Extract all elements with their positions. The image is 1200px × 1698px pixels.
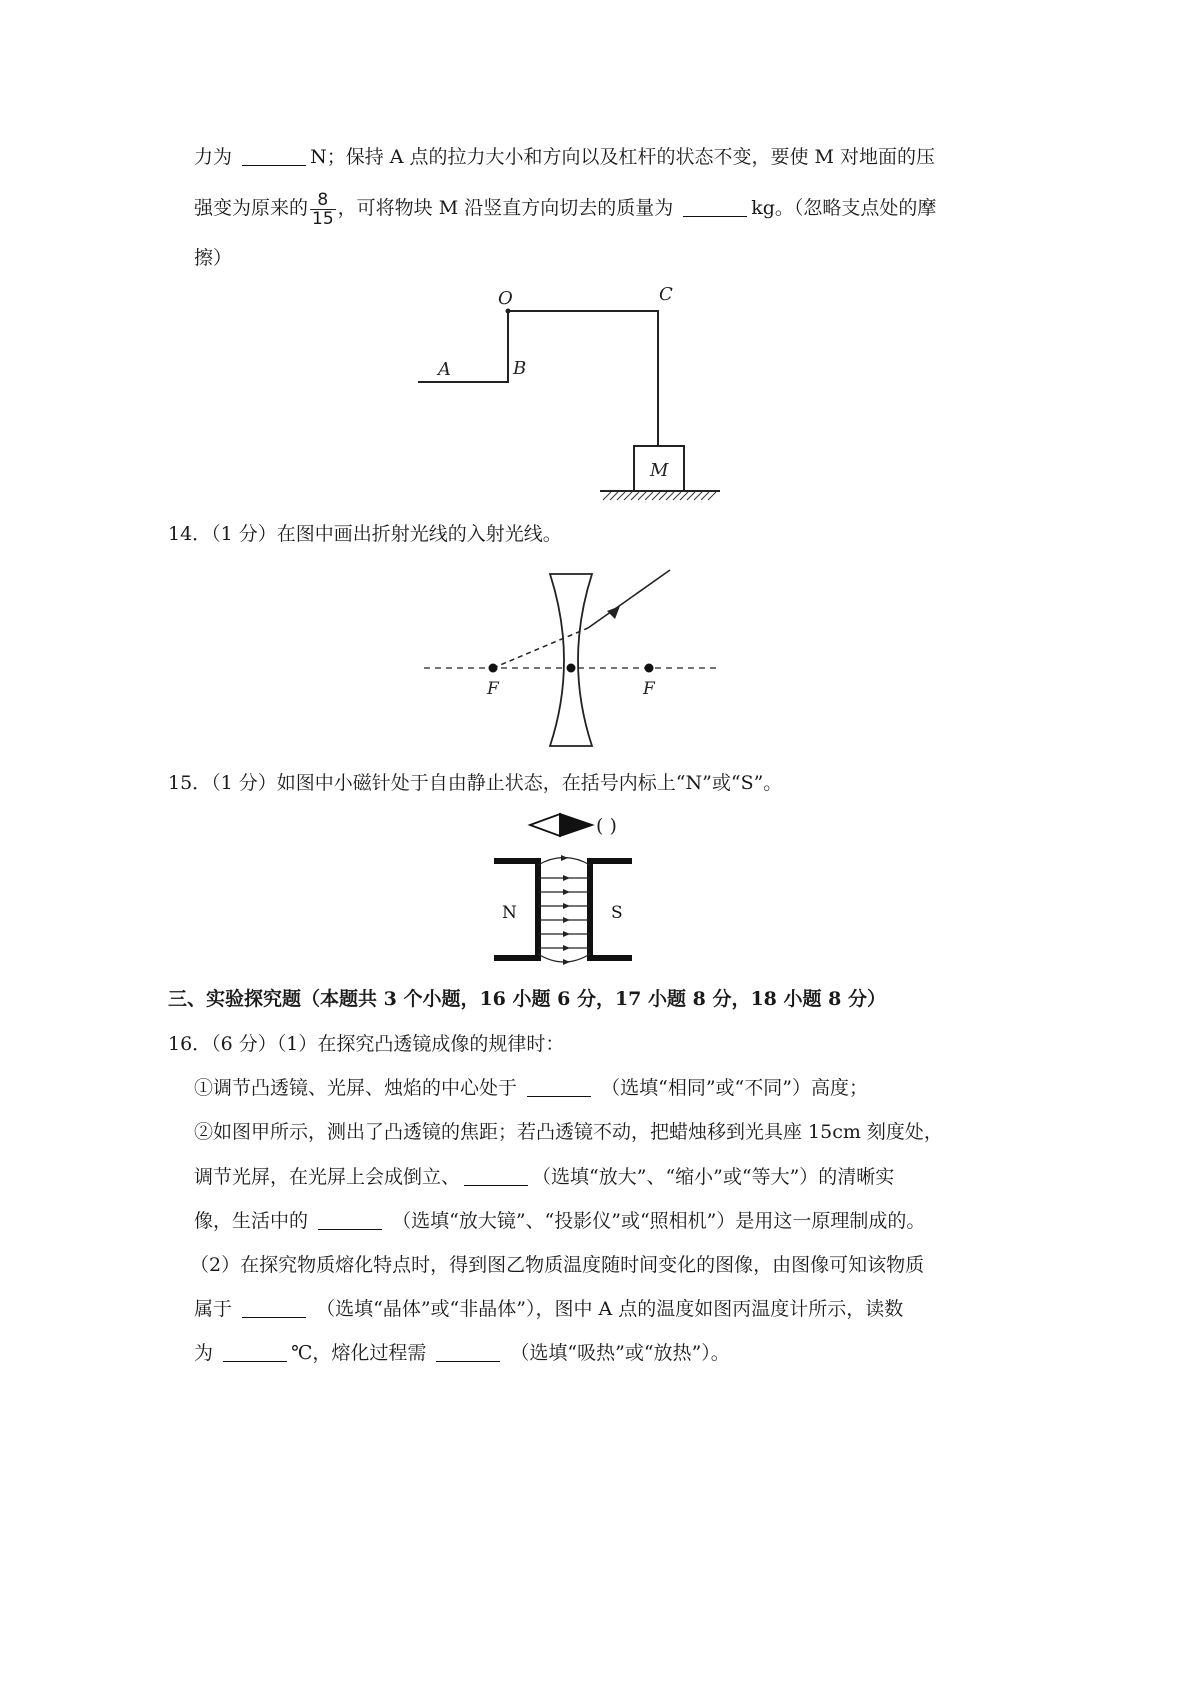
fraction-numerator: 8 [310, 191, 336, 210]
q13-text: 强变为原来的 [194, 197, 309, 219]
q16-part2-line1: （2）在探究物质熔化特点时，得到图乙物质温度随时间变化的图像，由图像可知该物质 [190, 1254, 925, 1276]
answer-blank[interactable] [223, 1343, 287, 1362]
q16-text: 属于 [194, 1298, 233, 1320]
ground-hatching [603, 492, 716, 500]
q16-text: （选填“相同”或“不同”）高度； [601, 1077, 868, 1099]
q15-question: 15．（1 分）如图中小磁针处于自由静止状态，在括号内标上“N”或“S”。 [168, 772, 783, 794]
answer-blank[interactable] [318, 1211, 382, 1230]
section-3-title: 三、实验探究题（本题共 3 个小题，16 小题 6 分，17 小题 8 分，18 小题 8 分） [168, 988, 886, 1010]
label-A: A [438, 359, 451, 380]
q16-part1-line3 [194, 1164, 894, 1190]
focus-right [645, 664, 654, 673]
q16-text: 为 [194, 1342, 214, 1364]
focus-left [489, 664, 498, 673]
optical-center [567, 664, 576, 673]
fraction-denominator: 15 [312, 208, 334, 229]
q16-text: （选填“吸热”或“放热”）。 [510, 1342, 730, 1364]
label-S: S [611, 903, 623, 923]
q13-text: 力为 [194, 146, 233, 168]
answer-bracket[interactable]: ( ) [596, 815, 617, 837]
answer-blank[interactable] [242, 147, 306, 166]
label-F-right: F [643, 679, 655, 699]
q13-text: 擦） [194, 247, 233, 269]
q13-line-2 [194, 188, 936, 228]
q13-line-3 [194, 245, 232, 271]
answer-blank[interactable] [527, 1078, 591, 1097]
answer-blank[interactable] [436, 1343, 500, 1362]
q16-text: （选填“放大镜”、“投影仪”或“照相机”）是用这一原理制成的。 [392, 1210, 926, 1232]
extension-dashed-ray [493, 628, 588, 668]
q13-text: N；保持 A 点的拉力大小和方向以及杠杆的状态不变，要使 M 对地面的压 [310, 146, 936, 168]
label-B: B [513, 358, 527, 379]
q16-part1-line1 [194, 1075, 868, 1101]
label-F-left: F [487, 679, 499, 699]
needle-white-half [530, 814, 560, 836]
label-M: M [650, 460, 669, 481]
label-O: O [498, 288, 513, 309]
q16-text: 像，生活中的 [194, 1210, 309, 1232]
q16-part1-line2: ②如图甲所示，测出了凸透镜的焦距；若凸透镜不动，把蜡烛移到光具座 15cm 刻度处， [194, 1121, 943, 1143]
q16-stem: 16．（6 分）（1）在探究凸透镜成像的规律时： [168, 1033, 565, 1055]
lever-rod [418, 311, 658, 446]
q13-text: ，可将物块 M 沿竖直方向切去的质量为 [337, 197, 674, 219]
q13-line-1 [194, 144, 935, 170]
needle-black-half [560, 814, 592, 836]
q16-text: （选填“放大”、“缩小”或“等大”）的清晰实 [532, 1166, 895, 1188]
concave-lens [550, 574, 592, 746]
q16-text: （选填“晶体”或“非晶体”），图中 A 点的温度如图丙温度计所示，读数 [316, 1298, 904, 1320]
answer-blank[interactable] [683, 198, 747, 217]
pivot-O [506, 309, 511, 314]
q16-part2-line3 [194, 1340, 730, 1366]
q16-text: 调节光屏，在光屏上会成倒立、 [194, 1166, 461, 1188]
label-N: N [502, 903, 517, 923]
fraction [310, 191, 336, 228]
q14-question: 14．（1 分）在图中画出折射光线的入射光线。 [168, 523, 562, 545]
refracted-ray [588, 570, 670, 628]
lever-figure [400, 280, 760, 512]
q16-part2-line2 [194, 1296, 903, 1322]
magnet-figure [490, 808, 650, 968]
q16-part1-line4 [194, 1208, 925, 1234]
q13-text: kg。（忽略支点处的摩 [751, 197, 937, 219]
concave-lens-figure [420, 566, 720, 751]
answer-blank[interactable] [242, 1299, 306, 1318]
arrow-head [607, 606, 620, 619]
q16-text: ①调节凸透镜、光屏、烛焰的中心处于 [194, 1077, 518, 1099]
q16-text: ℃，熔化过程需 [291, 1342, 427, 1364]
label-C: C [659, 284, 673, 305]
answer-blank[interactable] [464, 1167, 528, 1186]
